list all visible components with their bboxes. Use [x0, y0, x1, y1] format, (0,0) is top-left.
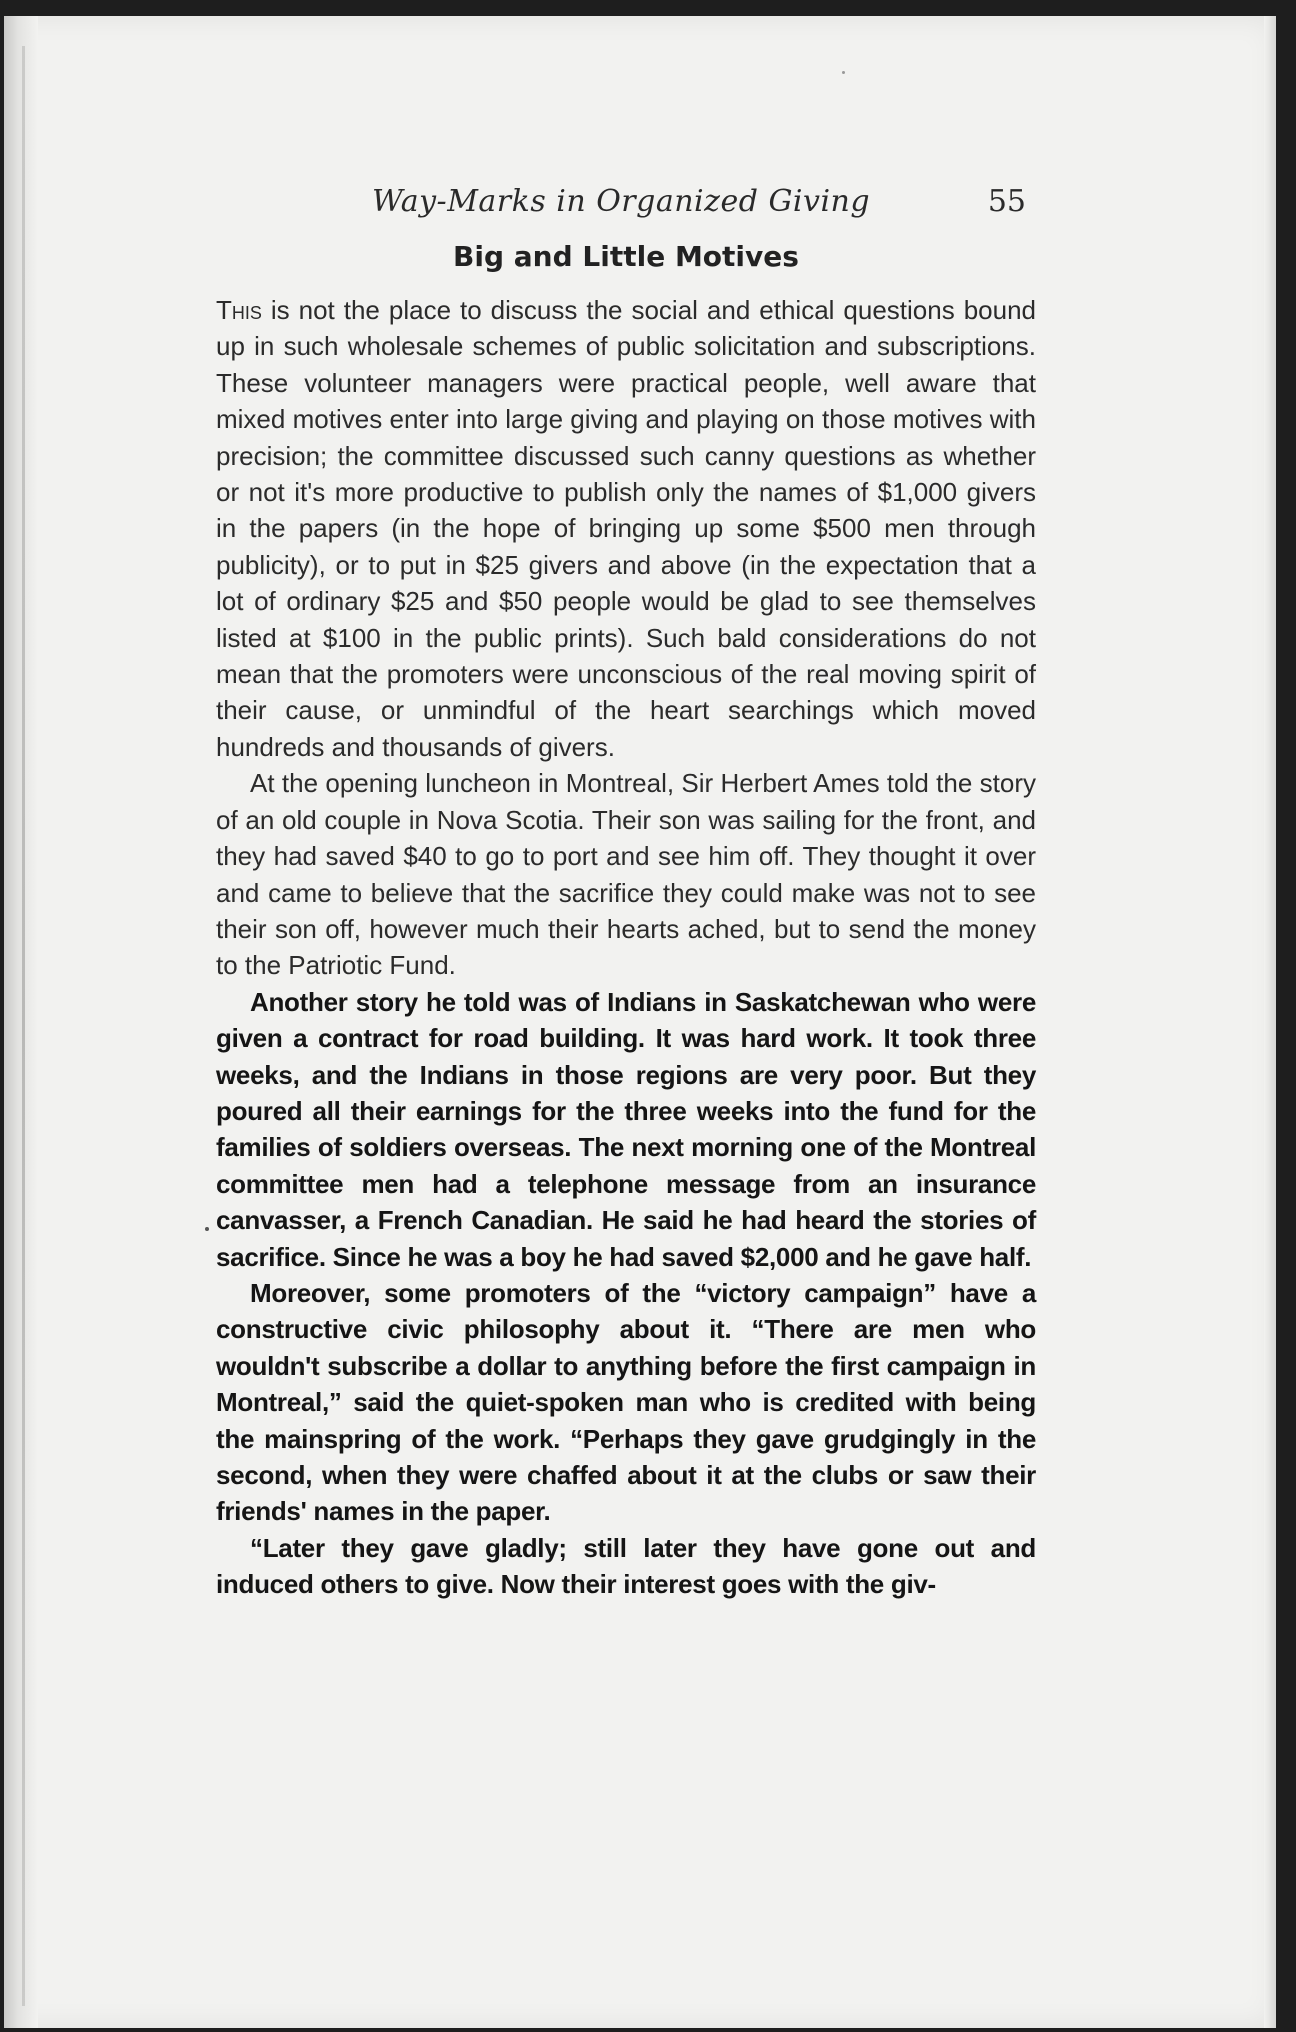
binding-edge — [22, 46, 25, 2006]
page-right-edge — [1264, 16, 1276, 2028]
body-text — [216, 292, 1036, 1603]
page-fold-shadow — [4, 16, 38, 2028]
paragraph-text: is not the place to discuss the social and ethical questions bound up in such wholesale schemes of public solicitation and subscriptions. These volunteer managers were practical people, well aware that mixed motives enter into large giving and playing on those motives with precision; the committee discussed such canny questions as whether or not it's more productive to publish only the names of $1,000 givers in the papers (in the hope of bringing up some $500 men through publicity), or to put in $25 givers and above (in the expectation that a lot of ordinary $25 and $50 people would be glad to see themselves listed at $100 in the public prints). Such bald considerations do not mean that the promoters were unconscious of the real moving spirit of their cause, or unmindful of the heart searchings which moved hundreds and thousands of givers. — [216, 295, 1036, 762]
running-head-title: Way-Marks in Organized Giving — [372, 184, 871, 219]
page-number: 55 — [987, 184, 1026, 219]
paragraph-5: “Later they gave gladly; still later they have gone out and induced others to give. Now their interest goes with the giv- — [216, 1532, 1036, 1600]
paragraph-lead-word: This — [216, 295, 262, 325]
paragraph-3: Another story he told was of Indians in Saskatchewan who were given a contract for road building. It was hard work. It took three weeks, and the Indians in those regions are very poor. But they poured all their earnings for the three weeks into the fund for the families of soldiers overseas. The next morning one of the Montreal committee men had a telephone message from an insurance canvasser, a French Canadian. He said he had heard the stories of sacrifice. Since he was a boy he had saved $2,000 and he gave half. — [216, 986, 1036, 1272]
paper-speck — [205, 1227, 209, 1231]
paragraph-4: Moreover, some promoters of the “victory campaign” have a constructive civic philosophy about it. “There are men who wouldn't subscribe a dollar to anything before the first campaign in Montreal,” said the quiet-spoken man who is credited with being the mainspring of the work. “Perhaps they gave grudgingly in the second, when they were chaffed about it at the clubs or saw their friends' names in the paper. — [216, 1277, 1036, 1527]
section-heading: Big and Little Motives — [453, 240, 799, 273]
paper-speck — [842, 71, 845, 74]
paragraph-1 — [216, 292, 1036, 765]
running-head — [216, 184, 1036, 224]
paragraph-2: At the opening luncheon in Montreal, Sir Herbert Ames told the story of an old couple in Nova Scotia. Their son was sailing for the front, and they had saved $40 to go to port and see him off. They thought it over and came to believe that the sacrifice they could make was not to see their son off, however much their hearts ached, but to send the money to the Patriotic Fund. — [216, 768, 1036, 981]
